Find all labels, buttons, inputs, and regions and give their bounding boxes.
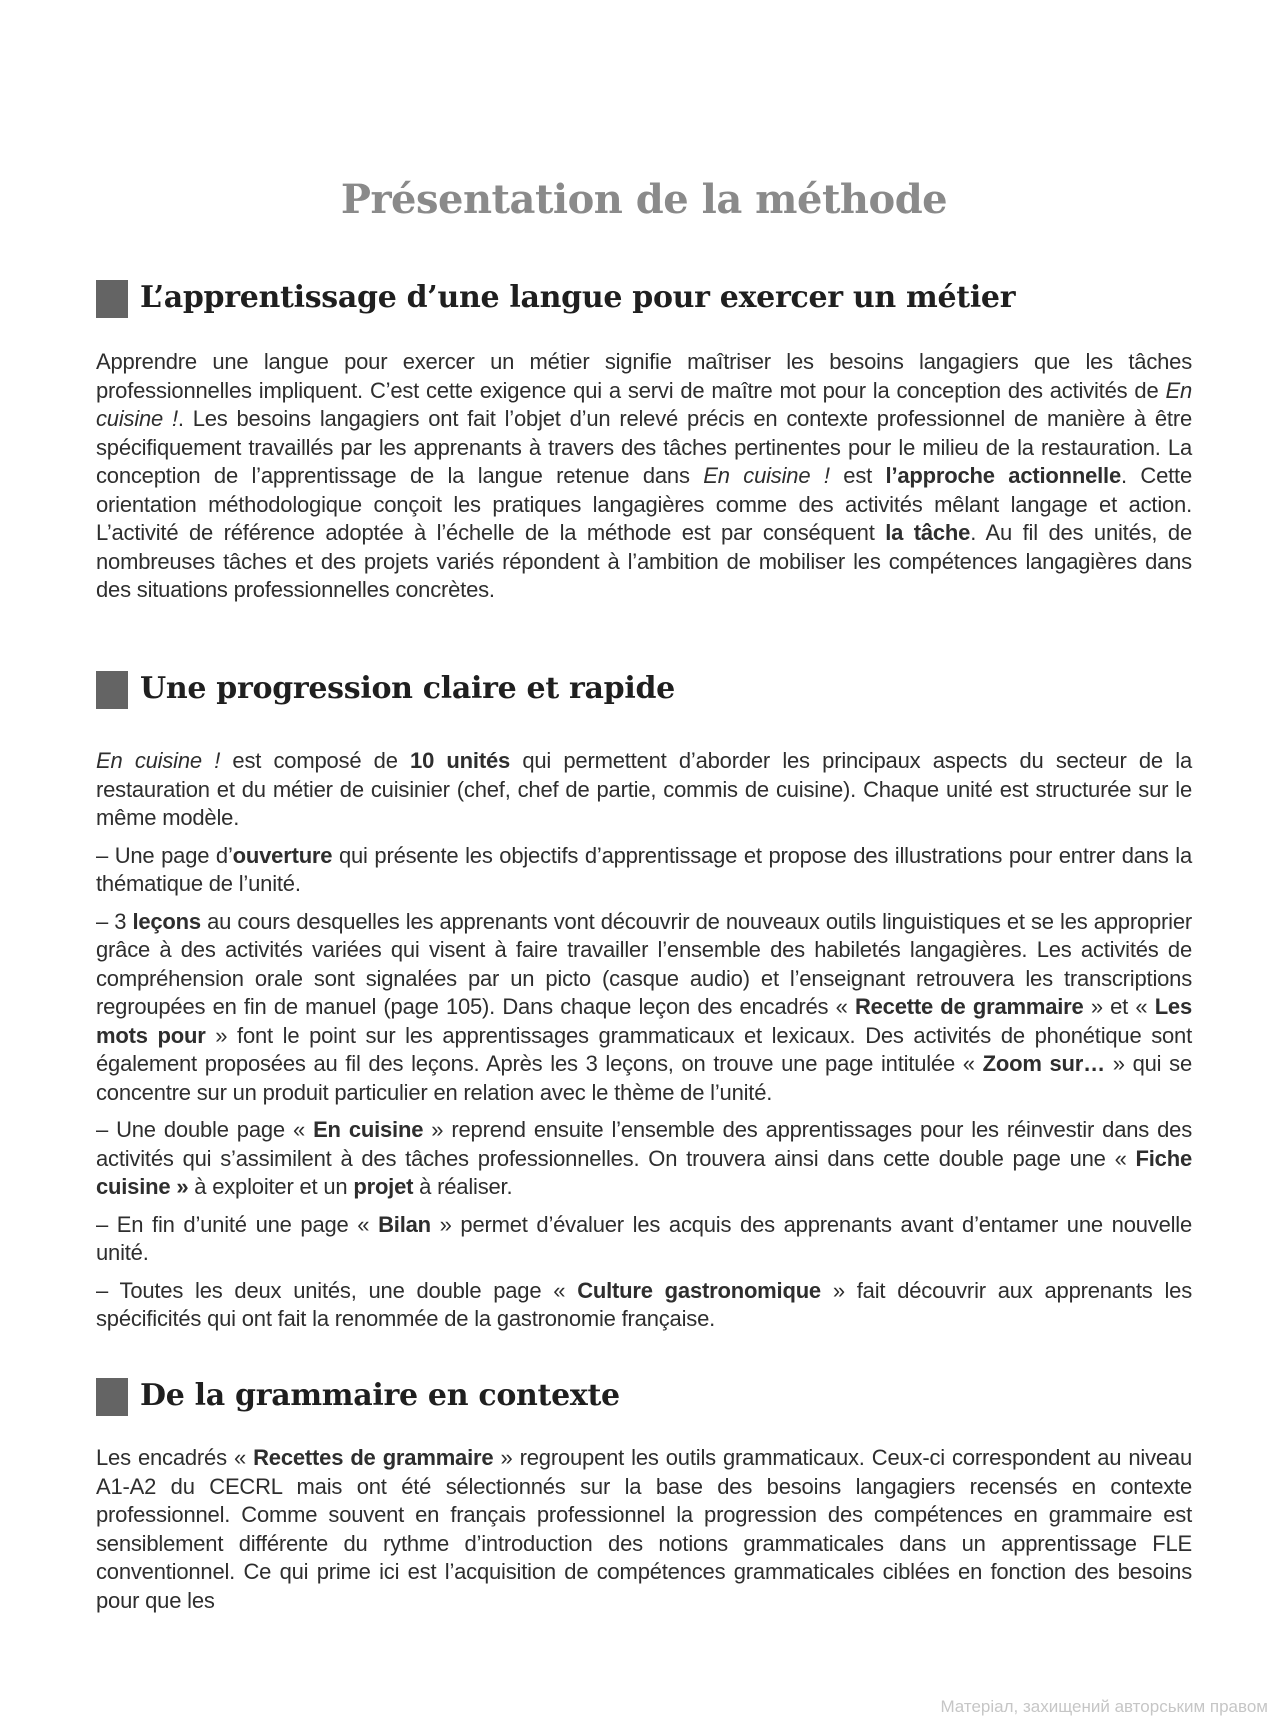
list-item-ouverture: – Une page d’ouverture qui présente les objectifs d’apprentissage et propose des illustrations pour entrer dans la thématique de l’unité. xyxy=(96,842,1192,896)
section-heading-row xyxy=(96,1378,1192,1416)
copyright-watermark: Матеріал, захищений авторським правом xyxy=(940,1697,1268,1716)
section-progression xyxy=(96,671,1192,1334)
paragraph: Apprendre une langue pour exercer un métier signifie maîtriser les besoins langagiers que les tâches professionnelles impliquent. C’est cette exigence qui a servi de maître mot pour la conception des activités de En cuisine !. Les besoins langagiers ont fait l’objet d’un relevé précis en contexte professionnel de manière à être spécifiquement travaillés par les apprenants à travers des tâches pertinentes pour le milieu de la restauration. La conception de l’apprentissage de la langue retenue dans En cuisine ! est l’approche actionnelle. Cette orientation méthodologique conçoit les pratiques langagières comme des activités mêlant langage et action. L’activité de référence adoptée à l’échelle de la méthode est par conséquent la tâche. Au fil des unités, de nombreuses tâches et des projets variés répondent à l’ambition de mobiliser les compétences langagières dans des situations professionnelles concrètes. xyxy=(96,349,1193,602)
section-bullet-square xyxy=(96,280,128,318)
section-bullet-square xyxy=(96,1378,128,1416)
list-item-culture-gastronomique: – Toutes les deux unités, une double page « Culture gastronomique » fait découvrir aux apprenants les spécificités qui ont fait la renommée de la gastronomie française. xyxy=(96,1277,1192,1331)
section-heading: L’apprentissage d’une langue pour exercer un métier xyxy=(140,280,1016,315)
section-apprentissage-langue xyxy=(96,280,1192,605)
section-heading: De la grammaire en contexte xyxy=(140,1378,620,1413)
section-grammaire xyxy=(96,1378,1192,1615)
section-heading-row xyxy=(96,671,1192,709)
list-item-bilan: – En fin d’unité une page « Bilan » permet d’évaluer les acquis des apprenants avant d’entamer une nouvelle unité. xyxy=(96,1211,1193,1265)
paragraph: Les encadrés « Recettes de grammaire » regroupent les outils grammaticaux. Ceux-ci correspondent au niveau A1-A2 du CECRL mais ont été sélectionnés sur la base des besoins langagiers recensés en contexte professionnel. Comme souvent en français professionnel la progression des compétences en grammaire est sensiblement différente du rythme d’introduction des notions grammaticales dans un apprentissage FLE conventionnel. Ce qui prime ici est l’acquisition de compétences grammaticales ciblées en fonction des besoins pour que les xyxy=(96,1445,1193,1613)
section-heading: Une progression claire et rapide xyxy=(140,671,675,706)
page-title: Présentation de la méthode xyxy=(340,176,948,223)
section-heading-row xyxy=(96,280,1192,318)
list-item-en-cuisine: – Une double page « En cuisine » reprend ensuite l’ensemble des apprentissages pour les réinvestir dans des activités qui s’assimilent à des tâches professionnelles. On trouvera ainsi dans cette double page une « Fiche cuisine » à exploiter et un projet à réaliser. xyxy=(96,1117,1192,1199)
section-bullet-square xyxy=(96,671,128,709)
paragraph: En cuisine ! est composé de 10 unités qui permettent d’aborder les principaux aspects du secteur de la restauration et du métier de cuisinier (chef, chef de partie, commis de cuisine). Chaque unité est structurée sur le même modèle. xyxy=(96,748,1192,830)
page-content xyxy=(96,0,1192,224)
list-item-lecons: – 3 leçons au cours desquelles les apprenants vont découvrir de nouveaux outils linguistiques et se les approprier grâce à des activités variées qui visent à faire travailler l’ensemble des habiletés langagières. Les activités de compréhension orale sont signalées par un picto (casque audio) et l’enseignant retrouvera les transcriptions regroupées en fin de manuel (page 105). Dans chaque leçon des encadrés « Recette de grammaire » et « Les mots pour » font le point sur les apprentissages grammaticaux et lexicaux. Des activités de phonétique sont également proposées au fil des leçons. Après les 3 leçons, on trouve une page intitulée « Zoom sur… » qui se concentre sur un produit particulier en relation avec le thème de l’unité. xyxy=(96,908,1192,1105)
